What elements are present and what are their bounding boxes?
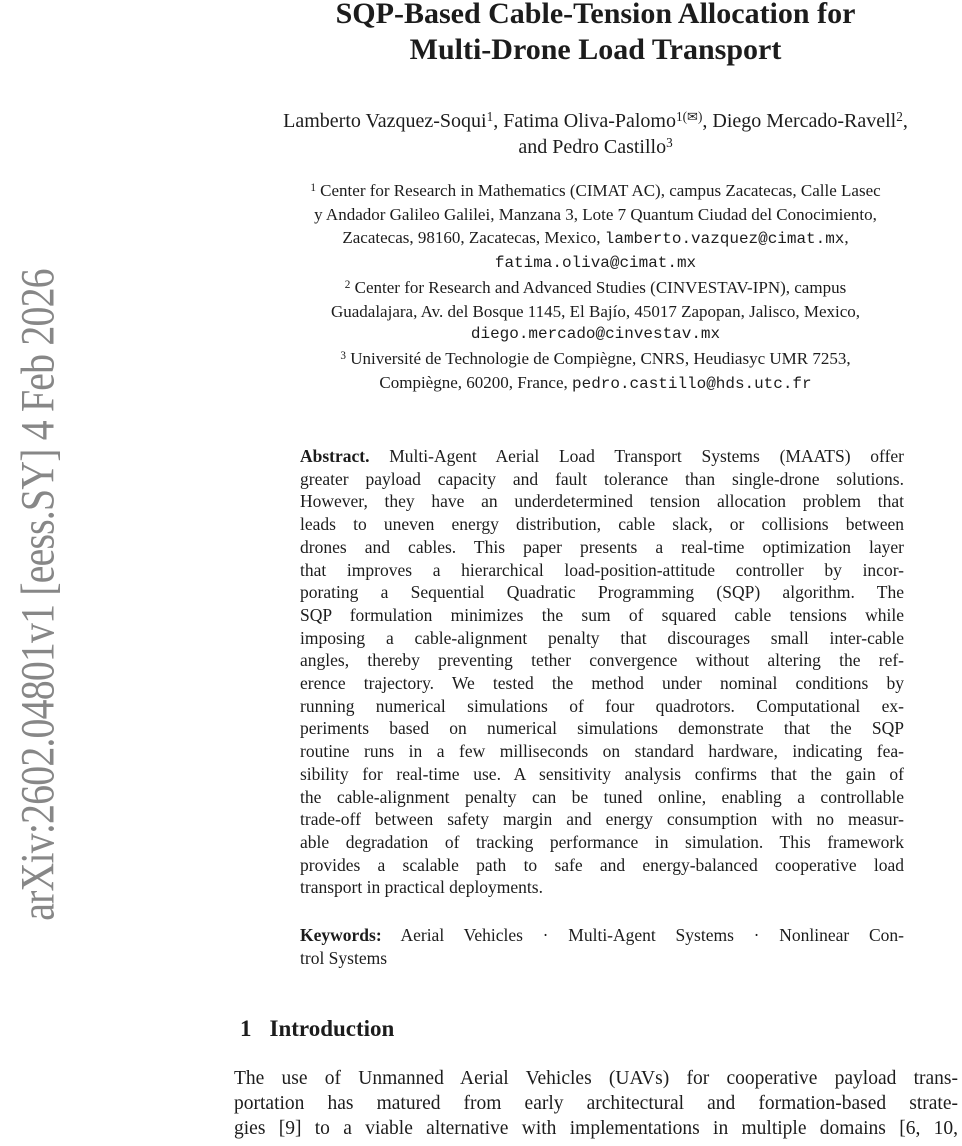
- keywords-line-1: [300, 924, 904, 947]
- affiliation-marker: 3: [340, 349, 346, 362]
- keywords-label: Keywords:: [300, 925, 382, 945]
- text-line: drones and cables. This paper presents a real-time optimization layer: [300, 536, 904, 557]
- text-line: greater payload capacity and fault tolerance than single-drone solutions.: [300, 468, 904, 489]
- affiliation-line: Guadalajara, Av. del Bosque 1145, El Bajío, 45017 Zapopan, Jalisco, Mexico,: [330, 301, 861, 321]
- affiliation-line: [233, 347, 958, 371]
- text-line: able degradation of tracking performance in simulation. This framework: [300, 831, 904, 852]
- text-line: SQP-Based Cable-Tension Allocation for: [335, 0, 856, 30]
- affiliation-text: Université de Technologie de Compiègne, CNRS, Heudiasyc UMR 7253,: [350, 348, 851, 368]
- authors-line-2: [233, 134, 958, 160]
- text-line: transport in practical deployments.: [300, 877, 543, 898]
- intro-paragraph: [234, 1066, 958, 1141]
- section-heading: [240, 1014, 958, 1044]
- affiliation-text: Zacatecas, 98160, Zacatecas, Mexico,: [342, 228, 601, 248]
- affiliation-line: [233, 226, 958, 252]
- text-line: the cable-alignment penalty can be tuned online, enabling a controllable: [300, 786, 904, 807]
- text-line: angles, thereby preventing tether convergence without altering the ref-: [300, 650, 904, 671]
- affiliation-line: [233, 179, 958, 203]
- author-separator: ,: [902, 110, 908, 132]
- text-line: porating a Sequential Quadratic Programming (SQP) algorithm. The: [300, 582, 904, 603]
- text-line: periments based on numerical simulations demonstrate that the SQP: [300, 718, 904, 739]
- keywords-block: [300, 924, 904, 970]
- affiliation-line: y Andador Galileo Galilei, Manzana 3, Lote 7 Quantum Ciudad del Conocimiento,: [314, 204, 877, 224]
- text-line: provides a scalable path to safe and energy-balanced cooperative load: [300, 854, 904, 875]
- author-name: Diego Mercado-Ravell: [712, 110, 897, 132]
- author-affiliation-marker: 1: [486, 109, 494, 125]
- author-name: Fatima Oliva-Palomo: [503, 110, 676, 132]
- author-name: and Pedro Castillo: [518, 136, 667, 158]
- text-line: gies [9] to a viable alternative with implementations in multiple domains [6, 10,: [234, 1118, 958, 1139]
- text-line: However, they have an underdetermined tension allocation problem that: [300, 491, 904, 512]
- affiliations-block: [233, 179, 958, 396]
- affiliation-text: Center for Research in Mathematics (CIMAT AC), campus Zacatecas, Calle Lasec: [320, 181, 881, 200]
- abstract-body: [300, 468, 904, 899]
- text-line: erence trajectory. We tested the method under nominal conditions by: [300, 673, 904, 694]
- text-line: sibility for real-time use. A sensitivity analysis confirms that the gain of: [300, 763, 904, 784]
- email-link[interactable]: pedro.castillo@hds.utc.fr: [572, 374, 812, 393]
- text-line: portation has matured from early architectural and formation-based strate-: [234, 1093, 958, 1114]
- text-line: Multi-Drone Load Transport: [409, 33, 782, 66]
- keywords-line-2: trol Systems: [300, 948, 388, 968]
- text-line: running numerical simulations of four quadrotors. Computational ex-: [300, 695, 904, 716]
- authors-line-1: [233, 108, 958, 134]
- abstract-block: [300, 445, 904, 899]
- arxiv-stamp: arXiv:2602.04801v1 [eess.SY] 4 Feb 2026: [11, 269, 65, 921]
- email-link[interactable]: diego.mercado@cinvestav.mx: [470, 325, 721, 344]
- affiliation-text: ,: [844, 228, 849, 248]
- abstract-first-line: [300, 445, 904, 468]
- text-line: imposing a cable-alignment penalty that discourages small inter-cable: [300, 627, 904, 648]
- text-line: trade-off between safety margin and energy consumption with no measur-: [300, 809, 904, 830]
- author-affiliation-marker: 1(✉): [675, 109, 703, 125]
- authors-block: [233, 108, 958, 160]
- abstract-label: Abstract.: [300, 446, 370, 466]
- author-affiliation-marker: 2: [896, 109, 903, 125]
- affiliation-marker: 2: [344, 278, 351, 291]
- text-line: The use of Unmanned Aerial Vehicles (UAVs) for cooperative payload trans-: [234, 1068, 958, 1089]
- affiliation-marker: 1: [310, 181, 316, 194]
- email-link[interactable]: fatima.oliva@cimat.mx: [494, 254, 697, 273]
- email-link[interactable]: lamberto.vazquez@cimat.mx: [604, 230, 845, 249]
- author-name: Lamberto Vazquez-Soqui: [283, 110, 487, 132]
- paper-title: [233, 0, 958, 68]
- text-line: SQP formulation minimizes the sum of squared cable tensions while: [300, 604, 904, 625]
- abstract-text: Multi-Agent Aerial Load Transport Systems (MAATS) offer: [369, 446, 904, 466]
- affiliation-line: [233, 276, 958, 300]
- text-line: that improves a hierarchical load-position-attitude controller by incor-: [300, 559, 904, 580]
- author-affiliation-marker: 3: [666, 135, 673, 151]
- affiliation-line: [233, 371, 958, 397]
- keywords-text: Aerial Vehicles · Multi-Agent Systems · Nonlinear Con-: [381, 925, 904, 945]
- section-number: 1: [240, 1016, 252, 1041]
- affiliation-text: Center for Research and Advanced Studies (CINVESTAV-IPN), campus: [354, 277, 847, 297]
- text-line: leads to uneven energy distribution, cable slack, or collisions between: [300, 514, 904, 535]
- section-title: Introduction: [269, 1016, 395, 1041]
- author-separator: ,: [702, 110, 713, 132]
- text-line: routine runs in a few milliseconds on standard hardware, indicating fea-: [300, 741, 904, 762]
- affiliation-text: Compiègne, 60200, France,: [379, 372, 568, 392]
- author-separator: ,: [493, 110, 504, 132]
